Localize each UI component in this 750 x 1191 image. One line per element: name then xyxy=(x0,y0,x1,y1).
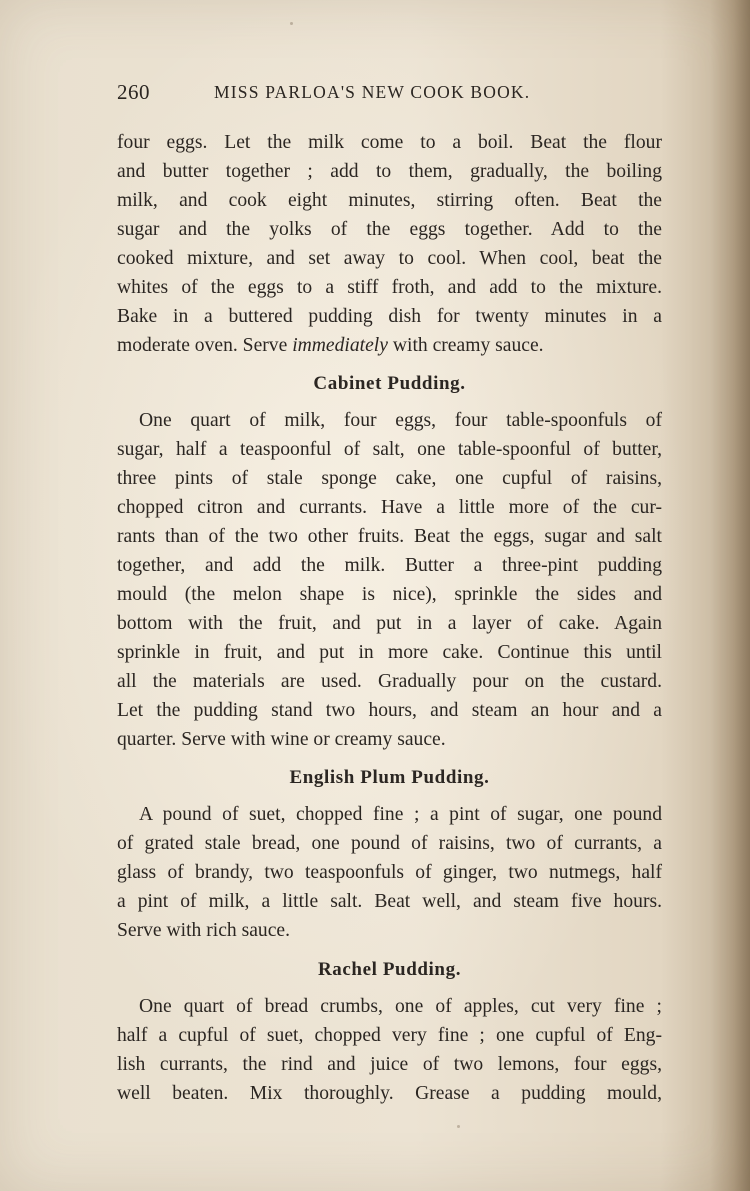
text-line: quarter. Serve with wine or creamy sauce. xyxy=(117,729,446,750)
text-line: Bake in a buttered pudding dish for twenty minutes in a xyxy=(117,306,662,327)
intro-paragraph xyxy=(117,128,662,360)
text-line: sugar and the yolks of the eggs together. Add to the xyxy=(117,219,662,240)
text-line: bottom with the fruit, and put in a layer of cake. Again xyxy=(117,613,662,634)
text-line: a pint of milk, a little salt. Beat well, and steam five hours. xyxy=(117,891,662,912)
text-line: of grated stale bread, one pound of raisins, two of currants, a xyxy=(117,833,662,854)
text-line: well beaten. Mix thoroughly. Grease a pudding mould, xyxy=(117,1083,662,1104)
recipe-heading-rachel-pudding: Rachel Pudding. xyxy=(317,959,462,980)
recipe-paragraph-english-plum-pudding xyxy=(117,800,662,945)
text-line: together, and add the milk. Butter a three-pint pudding xyxy=(117,555,662,576)
page-header xyxy=(117,80,662,110)
text-line: sugar, half a teaspoonful of salt, one table-spoonful of butter, xyxy=(117,439,662,460)
paper-speck xyxy=(457,1125,460,1128)
text-line: whites of the eggs to a stiff froth, and add to the mixture. xyxy=(117,277,662,298)
text-line: and butter together ; add to them, gradually, the boiling xyxy=(117,161,662,182)
text-line: four eggs. Let the milk come to a boil. Beat the flour xyxy=(117,132,662,153)
recipe-paragraph-cabinet-pudding xyxy=(117,406,662,754)
emphasis-text: immediately xyxy=(292,335,388,356)
text-line: One quart of milk, four eggs, four table-spoonfuls of xyxy=(139,410,662,431)
text-line: rants than of the two other fruits. Beat the eggs, sugar and salt xyxy=(117,526,662,547)
text-fragment: with creamy sauce. xyxy=(387,335,544,356)
text-line: chopped citron and currants. Have a little more of the cur- xyxy=(117,497,662,518)
text-line: mould (the melon shape is nice), sprinkle the sides and xyxy=(117,584,662,605)
recipe-paragraph-rachel-pudding xyxy=(117,992,662,1108)
recipe-heading-cabinet-pudding: Cabinet Pudding. xyxy=(313,373,466,394)
text-line: glass of brandy, two teaspoonfuls of ginger, two nutmegs, half xyxy=(117,862,662,883)
recipe-heading-english-plum-pudding: English Plum Pudding. xyxy=(289,767,490,788)
page-number: 260 xyxy=(117,80,150,104)
page-body xyxy=(117,128,662,1108)
running-head: MISS PARLOA'S NEW COOK BOOK. xyxy=(214,82,531,102)
text-line: milk, and cook eight minutes, stirring often. Beat the xyxy=(117,190,662,211)
text-line: cooked mixture, and set away to cool. When cool, beat the xyxy=(117,248,662,269)
text-line: sprinkle in fruit, and put in more cake. Continue this until xyxy=(117,642,662,663)
paper-speck xyxy=(290,22,293,25)
text-line: all the materials are used. Gradually pour on the custard. xyxy=(117,671,662,692)
text-line: lish currants, the rind and juice of two lemons, four eggs, xyxy=(117,1054,662,1075)
text-fragment: moderate oven. Serve xyxy=(117,335,293,356)
text-line: Serve with rich sauce. xyxy=(117,920,291,941)
page-gutter-shadow xyxy=(710,0,750,1191)
text-line: A pound of suet, chopped fine ; a pint of sugar, one pound xyxy=(139,804,662,825)
text-line: One quart of bread crumbs, one of apples, cut very fine ; xyxy=(139,996,662,1017)
text-line xyxy=(117,331,662,360)
text-line: Let the pudding stand two hours, and steam an hour and a xyxy=(117,700,662,721)
text-line: half a cupful of suet, chopped very fine ; one cupful of Eng- xyxy=(117,1025,662,1046)
text-line: three pints of stale sponge cake, one cupful of raisins, xyxy=(117,468,662,489)
